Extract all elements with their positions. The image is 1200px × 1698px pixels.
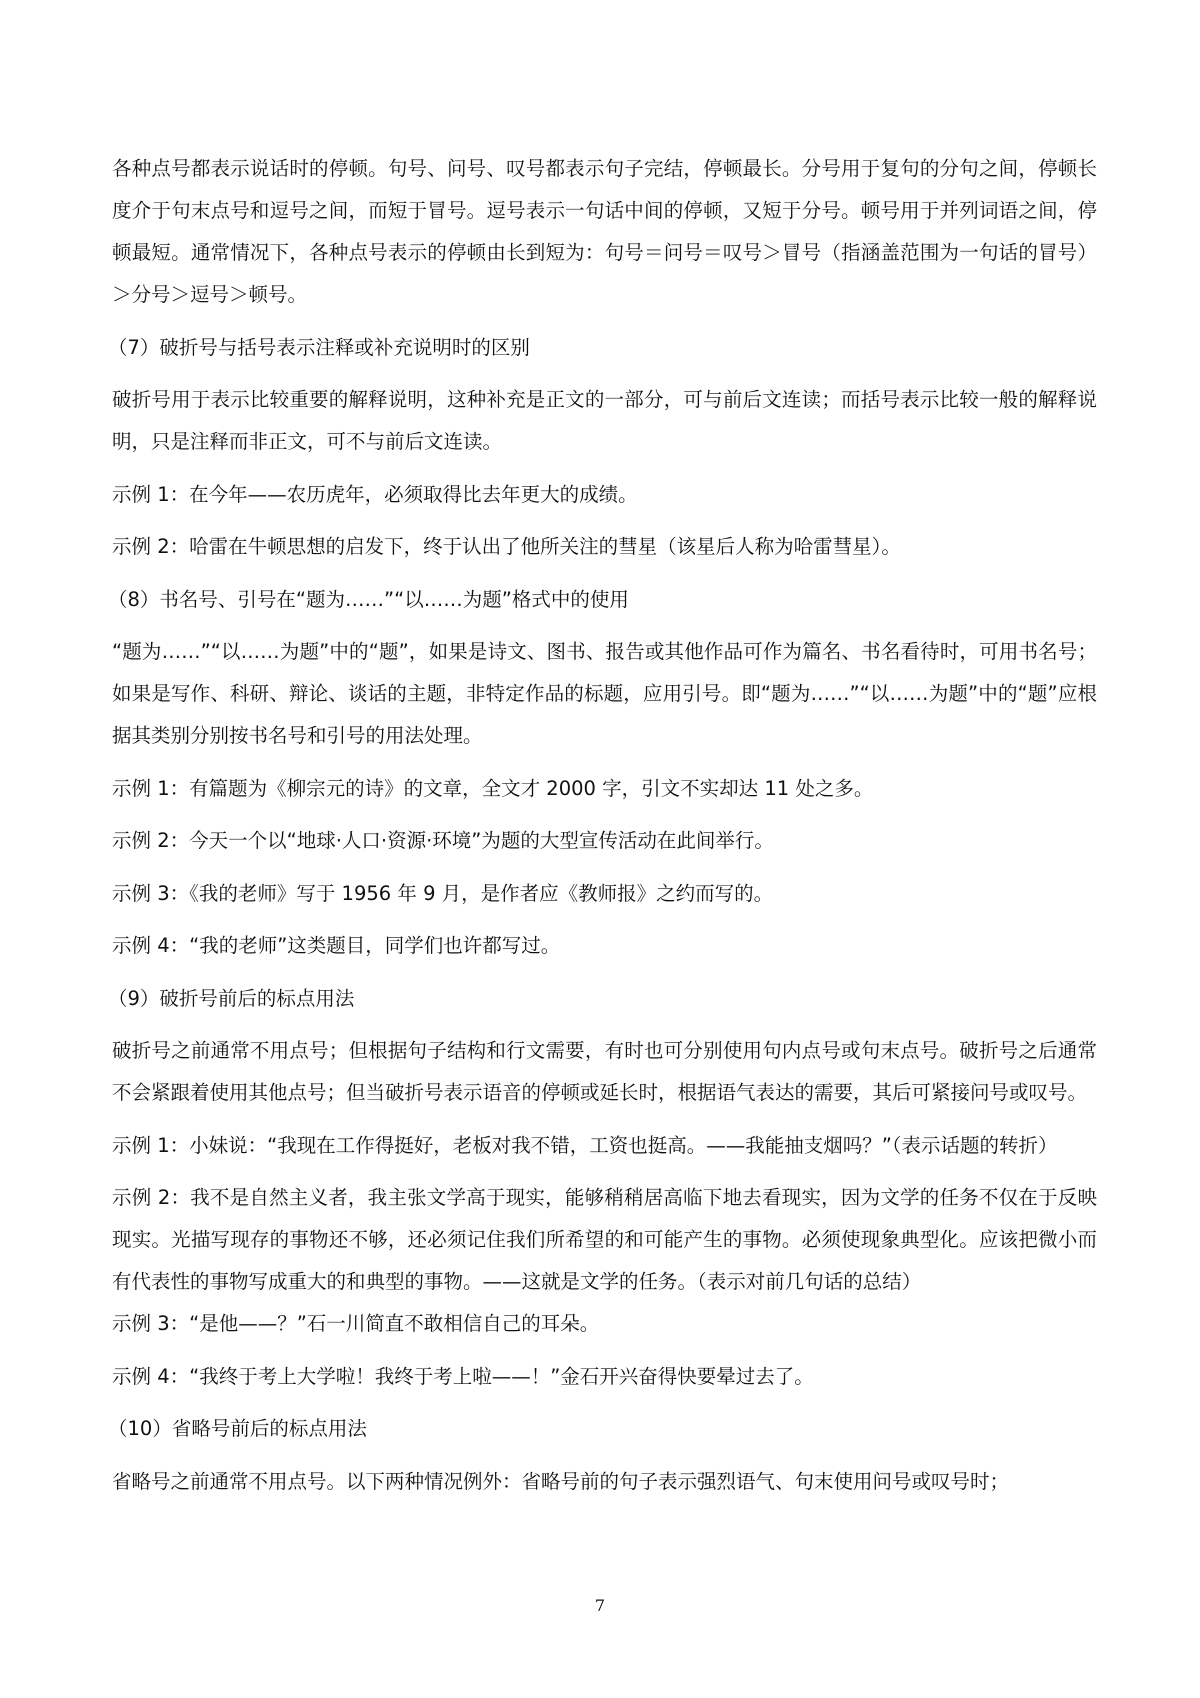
example-8-3: 示例 3：《我的老师》写于 1956 年 9 月，是作者应《教师报》之约而写的。 — [112, 881, 774, 905]
example-8-2: 示例 2：今天一个以“地球·人口·资源·环境”为题的大型宣传活动在此间举行。 — [112, 829, 774, 852]
example-8-4: 示例 4：“我的老师”这类题目，同学们也许都写过。 — [112, 934, 561, 957]
section-heading-7: （7）破折号与括号表示注释或补充说明时的区别 — [108, 335, 530, 359]
paragraph-dash-vs-parentheses: 破折号用于表示比较重要的解释说明，这种补充是正文的一部分，可与前后文连读；而括号表示比较一般的解释说明，只是注释而非正文，可不与前后文连读。 — [112, 388, 1097, 453]
example-8-1: 示例 1：有篇题为《柳宗元的诗》的文章，全文才 2000 字，引文不实却达 11 处之多。 — [112, 776, 874, 800]
example-9-3: 示例 3：“是他——？”石一川简直不敢相信自己的耳朵。 — [112, 1312, 600, 1335]
section-heading-9: （9）破折号前后的标点用法 — [108, 986, 355, 1010]
paragraph-dash-punctuation: 破折号之前通常不用点号；但根据句子结构和行文需要，有时也可分别使用句内点号或句末点号。破折号之后通常不会紧跟着使用其他点号；但当破折号表示语音的停顿或延长时，根据语气表达的需要，其后可紧接问号或叹号。 — [112, 1039, 1097, 1104]
page-number: 7 — [594, 1596, 606, 1615]
section-heading-8: （8）书名号、引号在“题为……”“以……为题”格式中的使用 — [108, 587, 629, 611]
paragraph-title-marks: “题为……”“以……为题”中的“题”，如果是诗文、图书、报告或其他作品可作为篇名、书名看待时，可用书名号；如果是写作、科研、辩论、谈话的主题，非特定作品的标题，应用引号。即“题为……”“以……为题”中的“题”应根据其类别分别按书名号和引号的用法处理。 — [112, 640, 1097, 747]
example-7-1: 示例 1：在今年——农历虎年，必须取得比去年更大的成绩。 — [112, 482, 638, 506]
page-content — [108, 148, 1097, 1513]
example-9-2: 示例 2：我不是自然主义者，我主张文学高于现实，能够稍稍居高临下地去看现实，因为文学的任务不仅在于反映现实。光描写现存的事物还不够，还必须记住我们所希望的和可能产生的事物。必须使现象典型化。应该把微小而有代表性的事物写成重大的和典型的事物。——这就是文学的任务。（表示对前几句话的总结） — [112, 1186, 1097, 1293]
example-7-2: 示例 2：哈雷在牛顿思想的启发下，终于认出了他所关注的彗星（该星后人称为哈雷彗星）。 — [112, 535, 901, 558]
paragraph-ellipsis-punctuation: 省略号之前通常不用点号。以下两种情况例外：省略号前的句子表示强烈语气、句末使用问号或叹号时； — [112, 1469, 1010, 1493]
example-9-1: 示例 1：小妹说：“我现在工作得挺好，老板对我不错，工资也挺高。——我能抽支烟吗？”（表示话题的转折） — [112, 1133, 1058, 1157]
example-9-4: 示例 4：“我终于考上大学啦！我终于考上啦——！”金石开兴奋得快要晕过去了。 — [112, 1364, 814, 1388]
paragraph-pause-length: 各种点号都表示说话时的停顿。句号、问号、叹号都表示句子完结，停顿最长。分号用于复句的分句之间，停顿长度介于句末点号和逗号之间，而短于冒号。逗号表示一句话中间的停顿，又短于分号。顿号用于并列词语之间，停顿最短。通常情况下，各种点号表示的停顿由长到短为：句号＝问号＝叹号＞冒号（指涵盖范围为一句话的冒号）＞分号＞逗号＞顿号。 — [112, 157, 1097, 306]
section-heading-10: （10）省略号前后的标点用法 — [108, 1417, 367, 1440]
